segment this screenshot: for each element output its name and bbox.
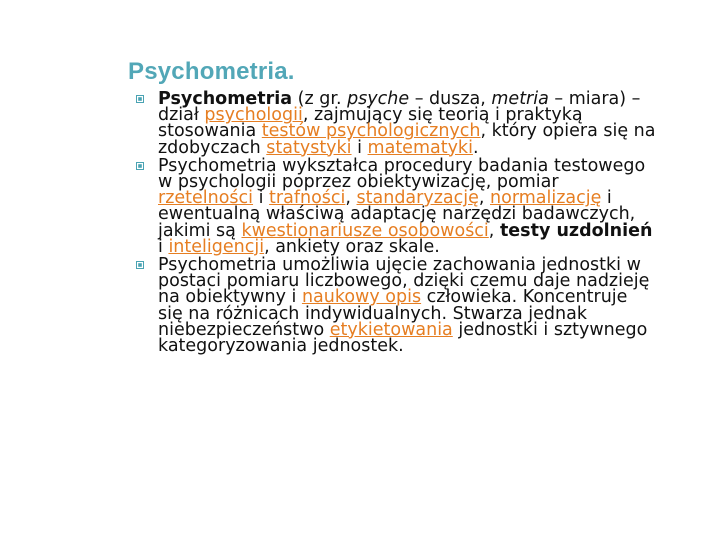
text-run: człowieka. Koncentruje się na różnicach indywidualnych. Stwarza jednak niebezpieczeństwo (158, 287, 628, 340)
link-trafnosci[interactable]: trafności (269, 188, 346, 209)
text-run: Psychometria umożliwia ujęcie zachowania jednostki w postaci pomiaru liczbowego, dzięki czemu daje nadzieję na obiektywny i (158, 255, 650, 308)
text-run: , (478, 188, 491, 209)
square-bullet-icon (136, 162, 144, 170)
link-rzetelnosci[interactable]: rzetelności (158, 188, 254, 209)
text-run: , (345, 188, 357, 209)
term-psyche: psyche (347, 89, 410, 109)
text-run: i ewentualną właściwą adaptację narzędzi badawczych, jakimi są (158, 188, 636, 241)
text-run: , ankiety oraz skale. (264, 236, 440, 257)
text-run: jednostki i sztywnego kategoryzowania jednostek. (158, 319, 648, 357)
term-metria: metria (491, 89, 549, 109)
text-run: – miara) – dział (158, 89, 641, 126)
text-run: i (253, 188, 270, 209)
link-standaryzacje[interactable]: standaryzację (356, 188, 479, 209)
text-run: i (351, 137, 368, 158)
bullet-item (136, 91, 656, 156)
slide-title: Psychometria. (128, 58, 295, 85)
link-matematyki[interactable]: matematyki (367, 137, 473, 158)
text-run: (z gr. (292, 89, 348, 109)
text-run: , który opiera się na zdobyczach (158, 121, 656, 158)
text-run: , zajmujący się teorią i praktyką stosowania (158, 105, 583, 142)
text-run: . (472, 137, 479, 158)
square-bullet-icon (136, 261, 144, 269)
link-normalizacje[interactable]: normalizację (490, 188, 602, 209)
term-psychometria: Psychometria (158, 89, 293, 109)
square-bullet-icon (136, 95, 144, 103)
bullet-item (136, 155, 656, 257)
link-testow-psychologicznych[interactable]: testów psychologicznych (261, 121, 481, 142)
bullet-item (136, 255, 656, 357)
bullet-list (136, 91, 656, 356)
text-run: i (158, 236, 169, 257)
link-kwestionariusze-osobowosci[interactable]: kwestionariusze osobowości (241, 220, 489, 241)
link-etykietowania[interactable]: etykietowania (329, 319, 453, 340)
text-run: – dusza, (409, 89, 492, 109)
text-run: Psychometria wykształca procedury badania testowego w psychologii poprzez obiektywizację, pomiar (158, 155, 646, 193)
link-statystyki[interactable]: statystyki (266, 137, 352, 158)
link-inteligencji[interactable]: inteligencji (168, 236, 265, 257)
term-testy-uzdolnien: testy uzdolnień (499, 220, 653, 241)
link-naukowy-opis[interactable]: naukowy opis (301, 287, 422, 308)
link-psychologii[interactable]: psychologii (204, 105, 303, 126)
text-run: , (488, 220, 500, 241)
